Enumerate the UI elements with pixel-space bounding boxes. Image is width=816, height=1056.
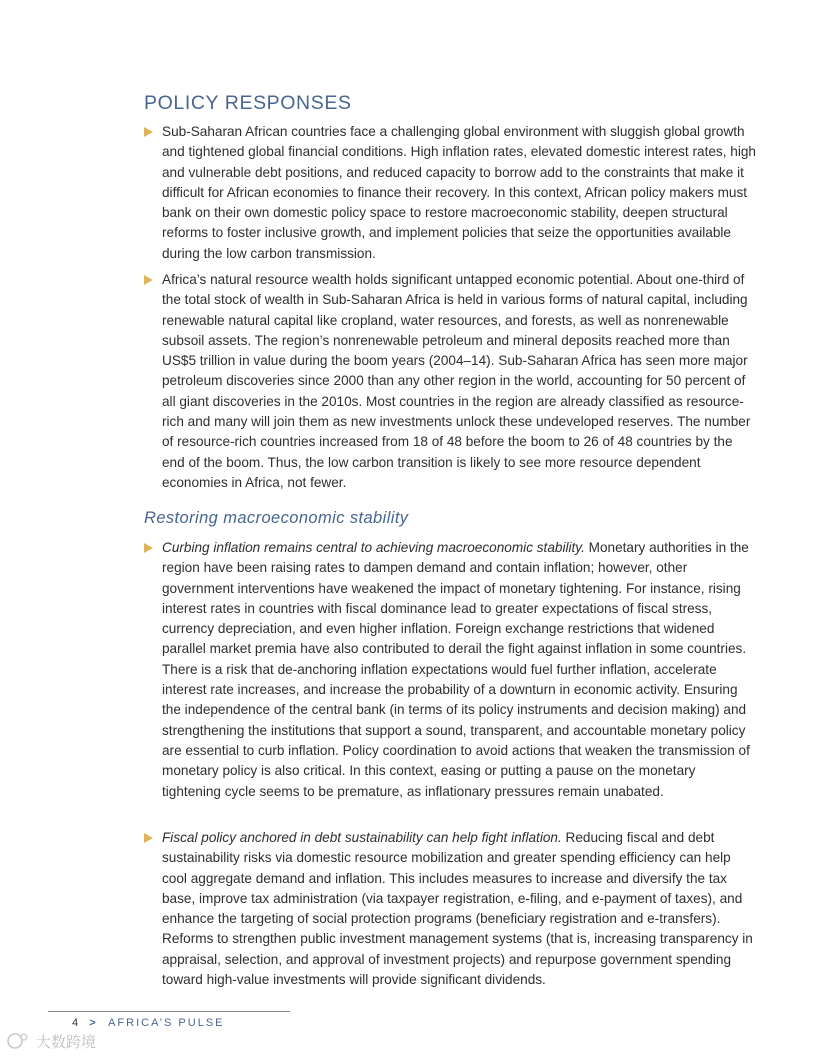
bullet-text: Sub-Saharan African countries face a challenging global environment with sluggish global growth and tightened global financial conditions. High inflation rates, elevated domestic interest rates, high and vulnerable debt positions, and reduced capacity to borrow add to the constraints that make it difficult for African economies to finance their recovery. In this context, African policy makers must bank on their own domestic policy space to restore macroeconomic stability, deepen structural reforms to foster inclusive growth, and implement policies that seize the opportunities available during the low carbon transmission. bbox=[162, 124, 756, 261]
bullet-item bbox=[144, 270, 756, 493]
section-title: POLICY RESPONSES bbox=[144, 92, 352, 114]
subsection-title: Restoring macroeconomic stability bbox=[144, 509, 409, 527]
bullet-item bbox=[144, 122, 756, 264]
bullet-text bbox=[162, 538, 756, 802]
bullet-lead: Curbing inflation remains central to achieving macroeconomic stability. bbox=[162, 540, 585, 555]
bullet-body: Monetary authorities in the region have been raising rates to dampen demand and contain inflation; however, other government interventions have weakened the impact of monetary tightening. For instance, rising interest rates in countries with fiscal dominance lead to greater expectations of fiscal stress, currency depreciation, and even higher inflation. Foreign exchange restrictions that widened parallel market premia have also contributed to derail the fight against inflation in some countries. There is a risk that de-anchoring inflation expectations would fuel further inflation, accelerate interest rate increases, and increase the probability of a downturn in economic activity. Ensuring the independence of the central bank (in terms of its policy instruments and decision making) and strengthening the institutions that support a sound, transparent, and accountable monetary policy are essential to curb inflation. Policy coordination to avoid actions that weaken the transmission of monetary policy is also critical. In this context, easing or putting a pause on the monetary tightening cycle seems to be premature, as inflationary pressures remain unabated. bbox=[162, 540, 750, 799]
footer-divider bbox=[48, 1011, 290, 1012]
bullet-item bbox=[144, 538, 756, 802]
triangle-bullet-icon bbox=[144, 275, 153, 285]
bullet-body: Reducing fiscal and debt sustainability risks via domestic resource mobilization and greater spending efficiency can help cool aggregate demand and inflation. This includes measures to increase and diversify the tax base, improve tax administration (via taxpayer registration, e-filing, and e-payment of taxes), and enhance the targeting of social protection programs (beneficiary registration and e-transfers). Reforms to strengthen public investment management systems (that is, increasing transparency in appraisal, selection, and approval of investment projects) and repurpose government spending toward high-value investments will provide significant dividends. bbox=[162, 830, 753, 988]
triangle-bullet-icon bbox=[144, 543, 153, 553]
chevron-right-icon: > bbox=[89, 1017, 96, 1029]
bullet-text bbox=[162, 828, 756, 990]
svg-text:大数跨境: 大数跨境 bbox=[36, 1033, 97, 1051]
triangle-bullet-icon bbox=[144, 127, 153, 137]
page-number: 4 bbox=[72, 1017, 79, 1029]
watermark-logo bbox=[6, 1030, 116, 1052]
page-footer bbox=[72, 1017, 225, 1029]
triangle-bullet-icon bbox=[144, 833, 153, 843]
publication-name: AFRICA’S PULSE bbox=[108, 1017, 225, 1029]
bullet-text: Africa’s natural resource wealth holds significant untapped economic potential. About one-third of the total stock of wealth in Sub-Saharan Africa is held in various forms of natural capital, including renewable natural capital like cropland, water resources, and forests, as well as nonrenewable subsoil assets. The region’s nonrenewable petroleum and mineral deposits reached more than US$5 trillion in value during the boom years (2004–14). Sub-Saharan Africa has seen more major petroleum discoveries since 2000 than any other region in the world, accounting for 50 percent of all giant discoveries in the 2010s. Most countries in the region are already classified as resource-rich and many will join them as new investments unlock these undeveloped reserves. The number of resource-rich countries increased from 18 of 48 before the boom to 26 of 48 countries by the end of the boom. Thus, the low carbon transition is likely to see more resource dependent economies in Africa, not fewer. bbox=[162, 272, 751, 490]
bullet-lead: Fiscal policy anchored in debt sustainability can help fight inflation. bbox=[162, 830, 562, 845]
bullet-item bbox=[144, 828, 756, 990]
